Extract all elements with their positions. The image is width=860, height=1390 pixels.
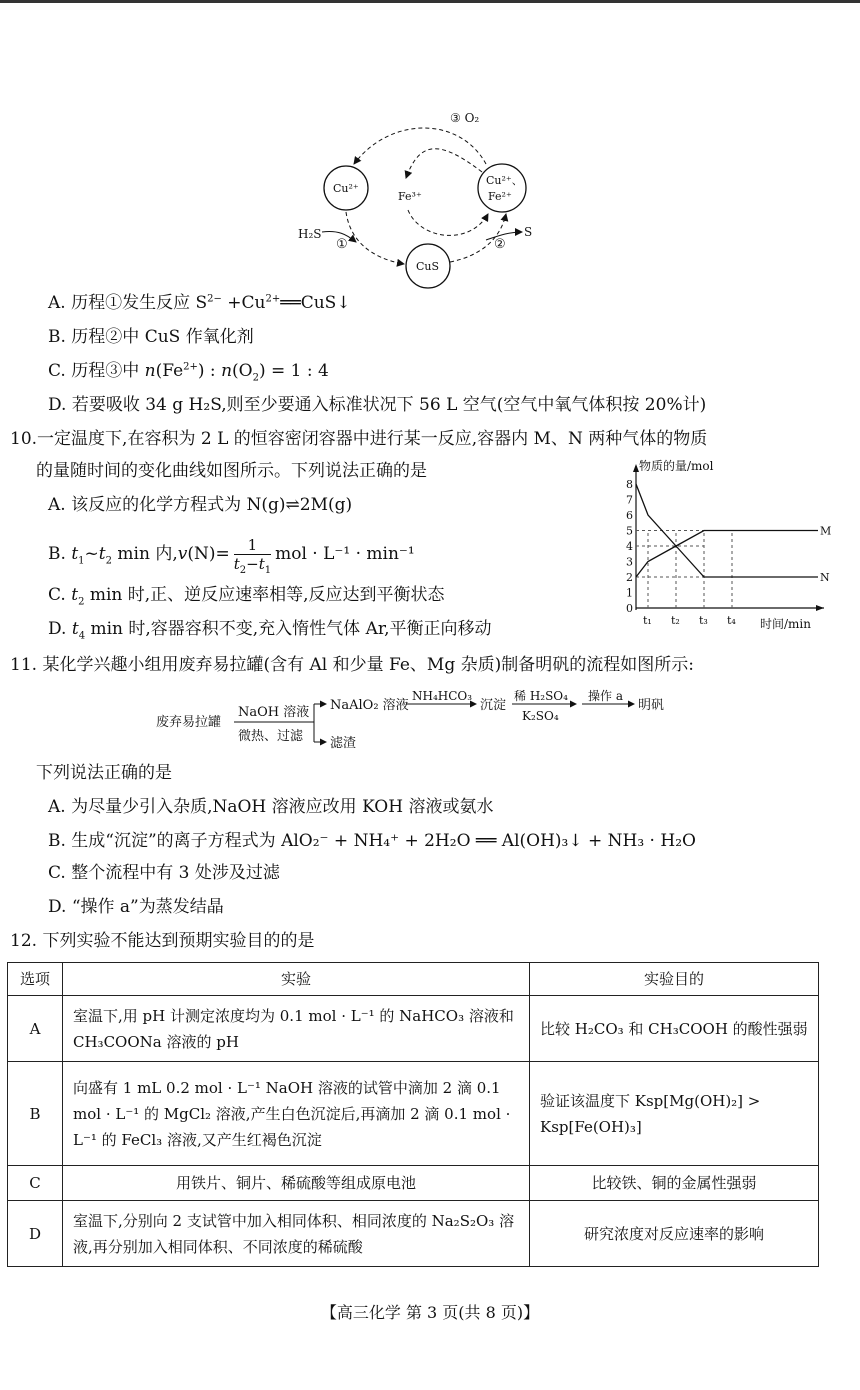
q10-option-b: B. $t_1\sim t_2$ min 内,v(N)= $\frac{1}{t_2-t_1}$ mol · L⁻¹ · min⁻¹ bbox=[48, 536, 415, 576]
q9-option-a: A. 历程①发生反应 $S^{2-}$ $+Cu^{2+}══CuS↓$ bbox=[48, 293, 351, 313]
row-aim: 比较铁、铜的金属性强弱 bbox=[530, 1166, 819, 1201]
flow-product: 明矾 bbox=[638, 698, 665, 713]
q11-option-a: A. 为尽量少引入杂质,NaOH 溶液应改用 KOH 溶液或氨水 bbox=[48, 797, 494, 817]
q10-option-c: C. $t_2$ min 时,正、逆反应速率相等,反应达到平衡状态 bbox=[48, 585, 445, 608]
label-cu2: Cu²⁺ bbox=[333, 182, 359, 195]
chart-y-tick-label: 3 bbox=[626, 555, 633, 569]
flow-lower: 滤渣 bbox=[330, 736, 357, 751]
label-s: S bbox=[524, 225, 533, 239]
chart-x-axis-arrow bbox=[816, 605, 824, 611]
row-aim: 比较 H₂CO₃ 和 CH₃COOH 的酸性强弱 bbox=[530, 996, 819, 1062]
header-aim: 实验目的 bbox=[530, 963, 819, 996]
flow-step1-top: NaOH 溶液 bbox=[238, 705, 310, 720]
chart-y-tick-label: 7 bbox=[626, 493, 633, 507]
chart-x-tick-label: t₃ bbox=[699, 614, 708, 627]
q12-stem: 12. 下列实验不能达到预期实验目的的是 bbox=[10, 931, 315, 951]
flow-start: 废弃易拉罐 bbox=[156, 715, 222, 730]
q11-option-b: B. 生成“沉淀”的离子方程式为 AlO₂⁻ + NH₄⁺ + 2H₂O ══ Al(OH)₃↓ + NH₃ · H₂O bbox=[48, 831, 696, 851]
chart-y-tick-label: 0 bbox=[626, 602, 633, 615]
row-experiment: 用铁片、铜片、稀硫酸等组成原电池 bbox=[63, 1166, 530, 1201]
chart-series-label-m: M bbox=[820, 524, 832, 538]
chart-series-label-n: N bbox=[820, 571, 830, 584]
chart-series-line-m bbox=[636, 531, 818, 578]
label-o2: ③ O₂ bbox=[450, 111, 480, 125]
label-fe2: Fe²⁺ bbox=[488, 190, 512, 203]
flow-step1-bottom: 微热、过滤 bbox=[238, 729, 304, 744]
reaction-cycle-diagram bbox=[290, 100, 550, 290]
chart-ylabel: 物质的量/mol bbox=[639, 459, 714, 473]
chart-y-tick-label: 6 bbox=[626, 509, 633, 522]
chart-y-tick-label: 5 bbox=[626, 524, 633, 538]
q10-option-a: A. 该反应的化学方程式为 N(g)⇌2M(g) bbox=[48, 495, 353, 515]
flow-upper: NaAlO₂ 溶液 bbox=[330, 698, 409, 713]
q9-option-b: B. 历程②中 CuS 作氧化剂 bbox=[48, 327, 254, 347]
row-experiment: 室温下,用 pH 计测定浓度均为 0.1 mol · L⁻¹ 的 NaHCO₃ 溶液和 CH₃COONa 溶液的 pH bbox=[63, 996, 530, 1062]
label-fe3: Fe³⁺ bbox=[398, 190, 422, 203]
q11-stem: 11. 某化学兴趣小组用废弃易拉罐(含有 Al 和少量 Fe、Mg 杂质)制备明矾的流程如图所示: bbox=[10, 655, 694, 675]
q11-option-c: C. 整个流程中有 3 处涉及过滤 bbox=[48, 863, 280, 883]
label-step2: ② bbox=[494, 237, 506, 252]
page-footer: 【高三化学 第 3 页(共 8 页)】 bbox=[320, 1303, 540, 1322]
q9-option-c: C. 历程③中 $n(Fe^{2+})$ : $n(O_2) = 1$ : 4 bbox=[48, 361, 329, 384]
arrow-fe3-down bbox=[408, 210, 488, 235]
header-option: 选项 bbox=[8, 963, 63, 996]
flow-reagent2: NH₄HCO₃ bbox=[412, 689, 473, 703]
row-option: D bbox=[8, 1201, 63, 1267]
table-row bbox=[8, 996, 819, 1062]
q11-flow-diagram bbox=[150, 682, 690, 754]
arrow-inner-top bbox=[406, 149, 482, 178]
row-option: B bbox=[8, 1062, 63, 1166]
chart-xlabel: 时间/min bbox=[760, 617, 811, 631]
row-option: C bbox=[8, 1166, 63, 1201]
page-top-border bbox=[0, 0, 860, 3]
row-experiment: 向盛有 1 mL 0.2 mol · L⁻¹ NaOH 溶液的试管中滴加 2 滴 0.1 mol · L⁻¹ 的 MgCl₂ 溶液,产生白色沉淀后,再滴加 2 滴 0.1 mol · L⁻¹ 的 FeCl₃ 溶液,又产生红褐色沉淀 bbox=[63, 1062, 530, 1166]
header-experiment: 实验 bbox=[63, 963, 530, 996]
chart-x-tick-label: t₄ bbox=[727, 614, 736, 627]
row-experiment: 室温下,分别向 2 支试管中加入相同体积、相同浓度的 Na₂S₂O₃ 溶液,再分别加入相同体积、不同浓度的稀硫酸 bbox=[63, 1201, 530, 1267]
q10-stem-line2: 的量随时间的变化曲线如图所示。下列说法正确的是 bbox=[36, 461, 427, 481]
label-cu2-2: Cu²⁺、 bbox=[486, 174, 523, 187]
q10-option-d: D. $t_4$ min 时,容器容积不变,充入惰性气体 Ar,平衡正向移动 bbox=[48, 619, 492, 642]
label-step1: ① bbox=[336, 237, 348, 252]
q9-option-d: D. 若要吸收 34 g H₂S,则至少要通入标准状况下 56 L 空气(空气中氧气体积按 20%计) bbox=[48, 395, 707, 415]
chart-x-tick-label: t₂ bbox=[671, 614, 680, 627]
arrow-left-down bbox=[346, 212, 404, 264]
chart-y-tick-label: 2 bbox=[626, 571, 633, 584]
row-aim: 研究浓度对反应速率的影响 bbox=[530, 1201, 819, 1267]
row-aim: 验证该温度下 Ksp[Mg(OH)₂] > Ksp[Fe(OH)₃] bbox=[530, 1062, 819, 1166]
chart-x-tick-label: t₁ bbox=[643, 614, 652, 627]
flow-reagent3-top: 稀 H₂SO₄ bbox=[514, 689, 568, 703]
q11-prompt: 下列说法正确的是 bbox=[36, 763, 172, 783]
chart-y-tick-label: 8 bbox=[626, 478, 633, 491]
arrow-outer-top bbox=[354, 128, 486, 164]
row-option: A bbox=[8, 996, 63, 1062]
q10-mole-time-chart bbox=[612, 456, 832, 636]
flow-reagent3-bottom: K₂SO₄ bbox=[522, 709, 559, 723]
flow-op: 操作 a bbox=[588, 689, 623, 703]
q12-experiment-table bbox=[7, 962, 819, 1267]
flow-precip: 沉淀 bbox=[480, 698, 507, 713]
table-header-row bbox=[8, 963, 819, 996]
q10-stem-line1: 10.一定温度下,在容积为 2 L 的恒容密闭容器中进行某一反应,容器内 M、N 两种气体的物质 bbox=[10, 429, 708, 449]
q11-option-d: D. “操作 a”为蒸发结晶 bbox=[48, 897, 224, 917]
cu2-fe2-circle bbox=[478, 164, 526, 212]
chart-y-tick-label: 4 bbox=[626, 540, 633, 553]
label-cus: CuS bbox=[416, 260, 440, 273]
table-row bbox=[8, 1062, 819, 1166]
label-h2s: H₂S bbox=[298, 227, 322, 241]
chart-y-tick-label: 1 bbox=[626, 586, 633, 600]
table-row bbox=[8, 1201, 819, 1267]
table-row bbox=[8, 1166, 819, 1201]
